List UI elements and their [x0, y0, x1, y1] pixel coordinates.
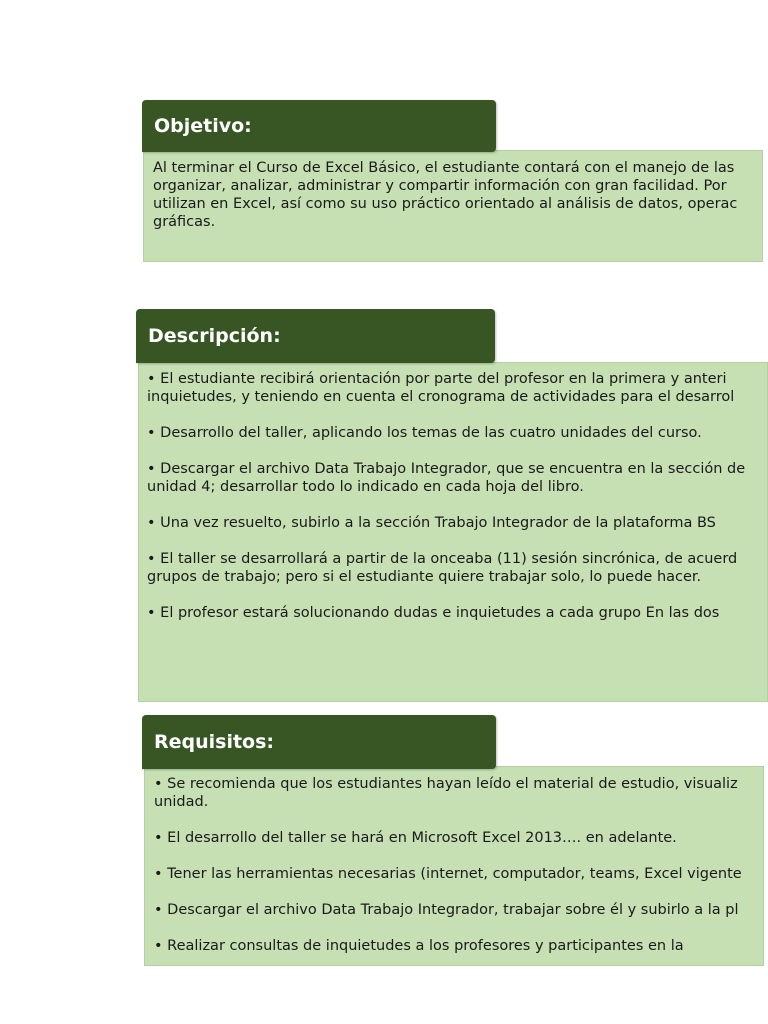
bullet-line: inquietudes, y teniendo en cuenta el cronograma de actividades para el desarrol [147, 389, 735, 405]
objetivo-line: organizar, analizar, administrar y compartir información con gran facilidad. Por [153, 178, 727, 194]
requisitos-bullet [154, 865, 763, 883]
bullet-line: • Descargar el archivo Data Trabajo Integrador, trabajar sobre él y subirlo a la pl [154, 902, 739, 918]
requisitos-bullet [154, 901, 763, 919]
bullet-line: • Desarrollo del taller, aplicando los temas de las cuatro unidades del curso. [147, 425, 702, 441]
descripcion-bullet [147, 604, 767, 622]
requisitos-bullet [154, 775, 763, 811]
objetivo-line: utilizan en Excel, así como su uso práctico orientado al análisis de datos, operac [153, 196, 738, 212]
descripcion-bullet [147, 514, 767, 532]
descripcion-bullet [147, 370, 767, 406]
bullet-line: grupos de trabajo; pero si el estudiante quiere trabajar solo, lo puede hacer. [147, 569, 702, 585]
bullet-line: • Realizar consultas de inquietudes a los profesores y participantes en la [154, 938, 684, 954]
requisitos-header: Requisitos: [142, 715, 496, 769]
objetivo-panel [143, 150, 763, 262]
descripcion-bullet [147, 424, 767, 442]
requisitos-panel [144, 766, 764, 966]
requisitos-bullet [154, 829, 763, 847]
bullet-line: • El estudiante recibirá orientación por parte del profesor en la primera y anteri [147, 371, 727, 387]
descripcion-panel [138, 362, 768, 702]
bullet-line: • El desarrollo del taller se hará en Microsoft Excel 2013…. en adelante. [154, 830, 677, 846]
bullet-line: • Se recomienda que los estudiantes hayan leído el material de estudio, visualiz [154, 776, 738, 792]
descripcion-header: Descripción: [136, 309, 495, 363]
requisitos-bullet [154, 937, 763, 955]
descripcion-bullet [147, 460, 767, 496]
bullet-line: • Descargar el archivo Data Trabajo Integrador, que se encuentra en la sección de [147, 461, 746, 477]
bullet-line: • El profesor estará solucionando dudas e inquietudes a cada grupo En las dos [147, 605, 720, 621]
objetivo-header: Objetivo: [142, 100, 496, 152]
objetivo-line: Al terminar el Curso de Excel Básico, el estudiante contará con el manejo de las [153, 160, 735, 176]
descripcion-bullet [147, 550, 767, 586]
objetivo-line: gráficas. [153, 214, 216, 230]
bullet-line: unidad 4; desarrollar todo lo indicado en cada hoja del libro. [147, 479, 584, 495]
bullet-line: • El taller se desarrollará a partir de la onceaba (11) sesión sincrónica, de acuerd [147, 551, 738, 567]
bullet-line: • Una vez resuelto, subirlo a la sección Trabajo Integrador de la plataforma BS [147, 515, 716, 531]
bullet-line: unidad. [154, 794, 209, 810]
bullet-line: • Tener las herramientas necesarias (internet, computador, teams, Excel vigente [154, 866, 742, 882]
